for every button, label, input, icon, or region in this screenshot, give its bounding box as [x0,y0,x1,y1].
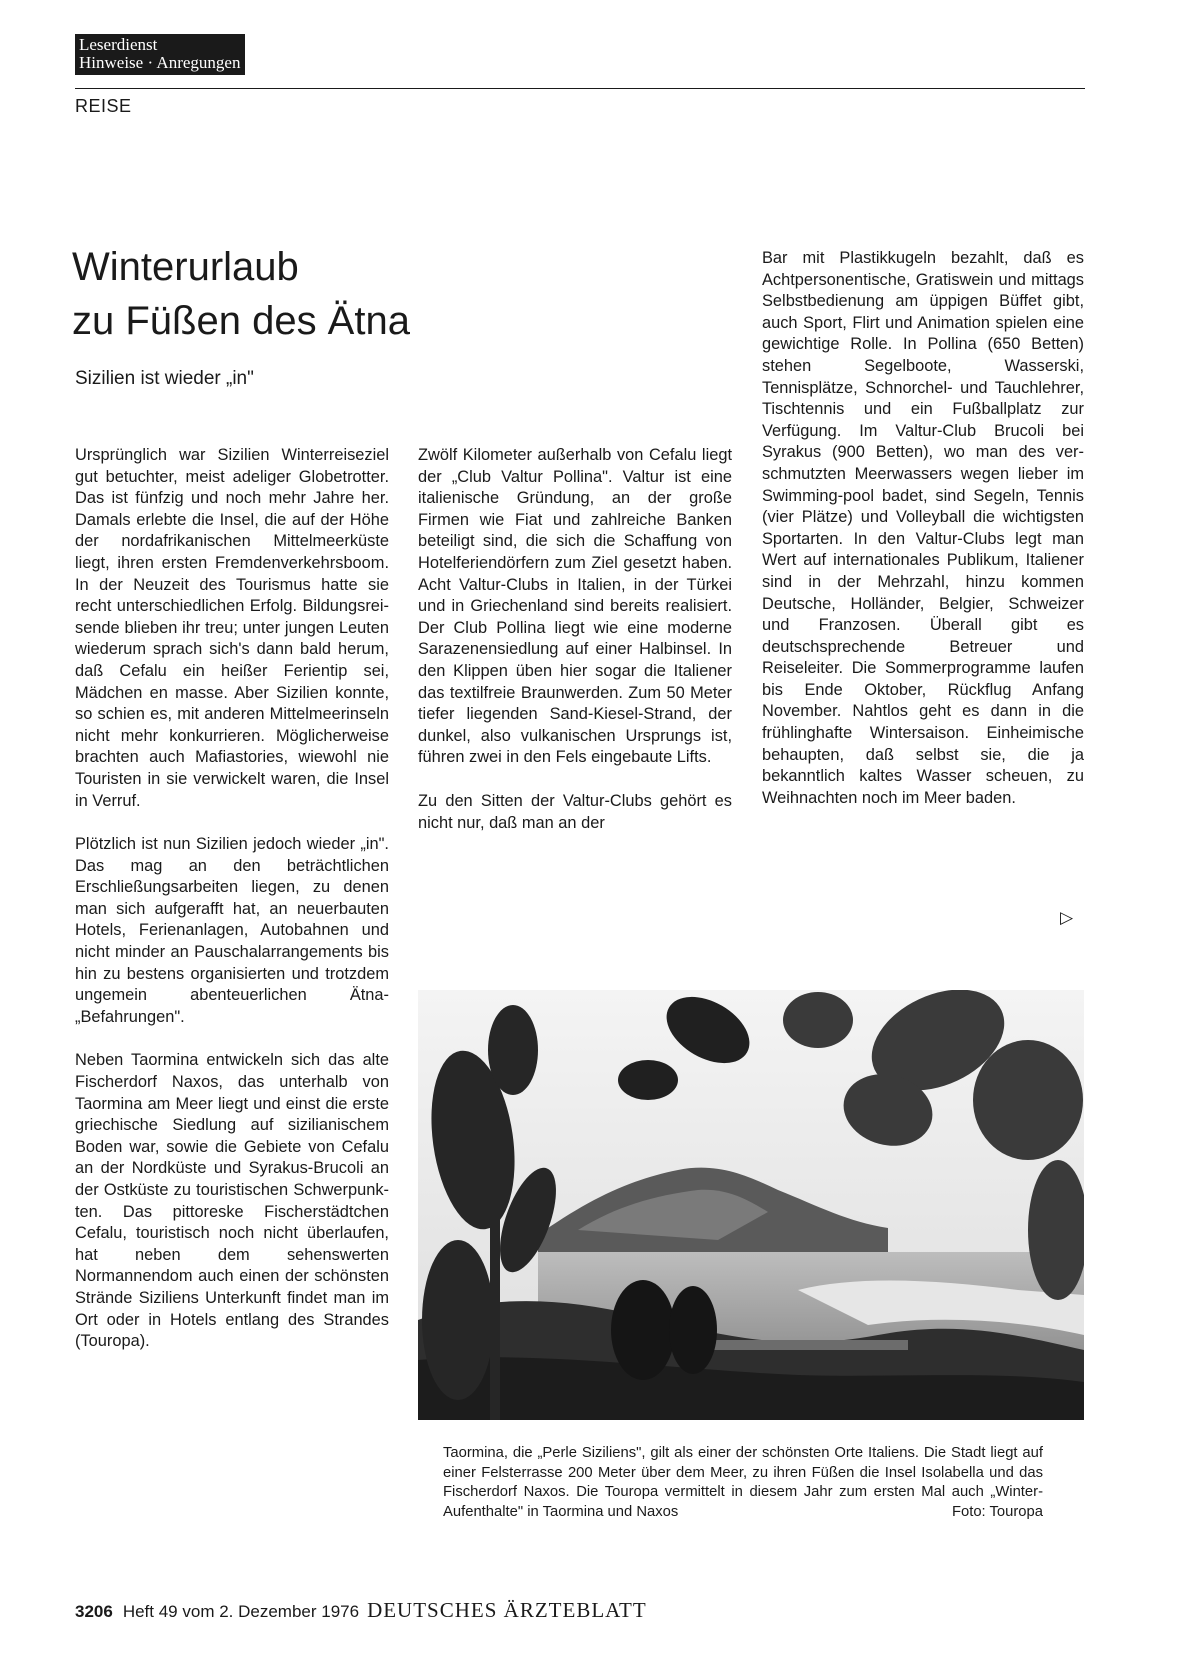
publication-masthead: DEUTSCHES ÄRZTEBLATT [367,1598,647,1622]
paragraph: Neben Taormina entwickeln sich das alte Fischerdorf Naxos, das unterhalb von Taormina am Meer liegt und einst die erste griechische Siedlung auf sizilianischem Boden war, sowie die Gebiete von Cefalu an der Nordküste und Syrakus-Brucoli an der Ostküste zu touristischen Schwerpunkten. Das pittoreske Fischerstädtchen Cefalu, touristisch noch nicht überlaufen, hat neben dem sehenswerten Normannendom auch einen der schönsten Strände Siziliens Unterkunft findet man im Ort oder in Hotels entlang des Strandes (Touropa). [75,1051,389,1351]
issue-info: Heft 49 vom 2. Dezember 1976 [122,1602,360,1621]
caption-text: Taormina, die „Perle Siziliens", gilt als einer der schönsten Orte Italiens. Die Stadt liegt auf einer Felsterrasse 200 Meter über dem Meer, zu ihren Füßen die Insel Isolabella und das Fischerdorf Naxos. Die Touropa vermittelt in diesem Jahr zum ersten Mal auch „Winter-Aufenthalte" in Taormina und Naxos [443,1445,1043,1520]
paragraph: Ursprünglich war Sizilien Winterreiseziel gut betuchter, meist adeliger Globetrotter. Das ist fünfzig und noch mehr Jahre her. Damals erlebte die Insel, die auf der Höhe der nordafrikanischen Mittelmeerküste liegt, ihren ersten Fremdenverkehrsboom. In der Neuzeit des Tourismus hatte sie recht unterschiedlichen Erfolg. Bildungsreisende blieben ihr treu; unter jungen Leuten wiederum sprach sich's dann bald herum, daß Cefalu ein heißer Ferientip sei, Mädchen en masse. Aber Sizilien konnte, so schien es, mit anderen Mittelmeerinseln nicht mehr konkurrieren. Möglicherweise brachten auch Mafiastories, wiewohl nie Touristen in sie verwickelt waren, die Insel in Verruf. [75,446,389,810]
title-line-2: zu Füßen des Ätna [72,299,410,343]
photo-caption [443,1444,1043,1522]
section-label: REISE [75,96,132,116]
paragraph: Zwölf Kilometer außerhalb von Cefalu liegt der „Club Valtur Pollina". Valtur ist eine italienische Gründung, an der große Firmen wie Fiat und zahlreiche Banken beteiligt sind, die sich die Schaffung von Hotelferiendörfern zum Ziel gesetzt haben. Acht Valtur-Clubs in Italien, in der Türkei und in Griechenland sind bereits realisiert. Der Club Pollina liegt wie eine moderne Sarazenensiedlung auf einer Halbinsel. In den Klippen üben hier sogar die Italiener das textilfreie Braunwerden. Zum 50 Meter tiefer liegenden Sand-Kiesel-Strand, der dunkel, also vulkanischen Ursprungs ist, führen zwei in den Fels eingebaute Lifts. [418,446,732,767]
paragraph: Zu den Sitten der Valtur-Clubs gehört es nicht nur, daß man an der [418,791,732,832]
badge-line-2: Hinweise · Anregungen [79,53,241,72]
text-column-3 [762,248,1084,831]
header-rule [75,88,1085,89]
page-number: 3206 [75,1602,113,1621]
title-line-1: Winterurlaub [72,245,299,289]
continue-arrow-icon: ▷ [1060,908,1074,927]
article-subtitle: Sizilien ist wieder „in" [75,368,254,389]
paragraph: Bar mit Plastikkugeln bezahlt, daß es Achtpersonentische, Gratiswein und mittags Selbstbedienung am üppigen Büffet gibt, auch Sport, Flirt und Animation spielen eine gewichtige Rolle. In Pollina (650 Betten) stehen Segelboote, Wasserski, Tennisplätze, Schnorchel- und Tauchlehrer, Tischtennis und ein Fußballplatz zur Verfügung. Im Valtur-Club Brucoli bei Syrakus (900 Betten), wo man des verschmutzten Meerwassers wegen lieber im Swimming-pool badet, sind Segeln, Tennis (vier Plätze) und Volleyball die wichtigsten Sportarten. In den Valtur-Clubs legt man Wert auf internationales Publikum, Italiener sind in der Mehrzahl, hinzu kommen Deutsche, Holländer, Belgier, Schweizer und Franzosen. Überall gibt es deutschsprechende Betreuer und Reiseleiter. Die Sommerprogramme laufen bis Ende Oktober, Rückflug Anfang November. Nahtlos geht es dann in die frühlinghafte Wintersaison. Einheimische behaupten, daß selbst sie, die ja bekanntlich kaltes Wasser scheuen, zu Weihnachten noch im Meer baden. [762,249,1084,807]
text-column-2 [418,445,732,856]
page-footer [75,1598,647,1623]
text-column-1 [75,445,389,1375]
paragraph: Plötzlich ist nun Sizilien jedoch wieder „in". Das mag an den beträchtlichen Erschließungsarbeiten liegen, zu denen man sich aufgerafft hat, an neuerbauten Hotels, Ferienanlagen, Autobahnen und nicht minder an Pauschalarrangements bis hin zu bestens organisierten und trotzdem ungemein abenteuerlichen Ätna-„Befahrungen". [75,835,389,1026]
taormina-photo [418,990,1084,1420]
badge-line-1: Leserdienst [79,35,158,54]
article-title [72,240,410,348]
section-badge [75,34,245,75]
photo-credit: Foto: Touropa [951,1503,1043,1520]
